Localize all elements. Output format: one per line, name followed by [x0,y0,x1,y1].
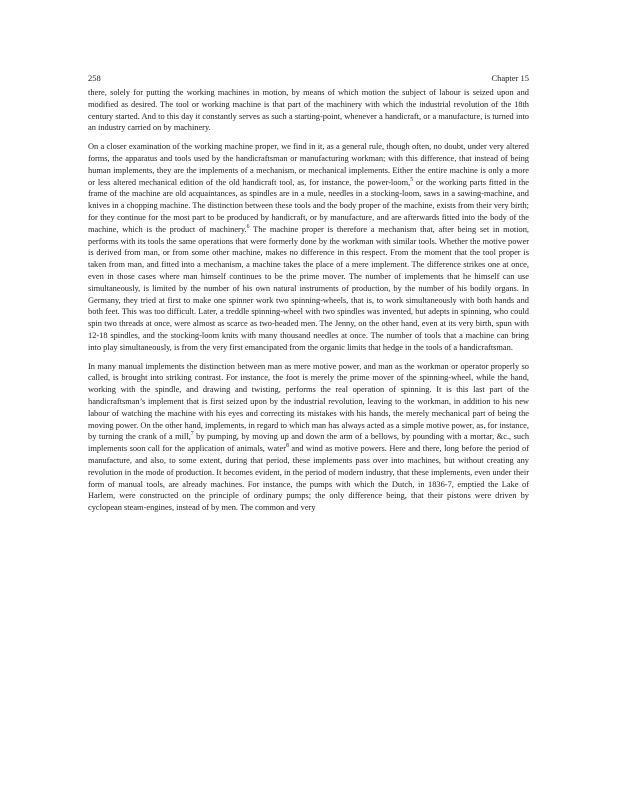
paragraph-text: In many manual implements the distinction between man as mere motive power, and man as the workman or operator properly so called, is brought into striking contrast. For instance, the foot is merely the prime mover of the spinning-wheel, while the hand, working with the spindle, and drawing and twisting, performs the real operation of spinning. It is this last part of the handicraftsman’s implement that is first seized upon by the industrial revolution, leaving to the workman, in addition to his new labour of watching the machine with his eyes and correcting its mistakes with his hands, the merely mechanical part of being the moving power. On the other hand, implements, in regard to which man has always acted as a simple motive power, as, for instance, by turning the crank of a mill, [88,361,529,442]
footnote-ref-8[interactable]: 8 [286,443,289,450]
footnote-ref-5[interactable]: 5 [410,176,414,183]
footnote-ref-7[interactable]: 7 [190,431,194,438]
paragraph-text: The machine proper is therefore a mechanism that, after being set in motion, performs with its tools the same operations that were formerly done by the workman with similar tools. Whether the motive power is derived from man, or from some other machine, makes no difference in this respect. From the moment that the tool proper is taken from man, and fitted into a mechanism, a machine takes the place of a mere implement. The difference strikes one at once, even in those cases where man himself continues to be the prime mover. The number of implements that he himself can use simultaneously, is limited by the number of his own natural instruments of production, by the number of his bodily organs. In Germany, they tried at first to make one spinner work two spinning-wheels, that is, to work simultaneously with both hands and both feet. This was too difficult. Later, a treddle spinning-wheel with two spindles was invented, but adepts in spinning, who could spin two threads at once, were almost as scarce as two-headed men. The Jenny, on the other hand, even at its very birth, spun with 12-18 spindles, and the stocking-loom knits with many thousand needles at once. The number of tools that a machine can bring into play simultaneously, is from the very first emancipated from the organic limits that hedge in the tools of a handicraftsman. [88,224,530,352]
paragraph-2 [88,141,529,353]
paragraph-text: On a closer examination of the working machine proper, we find in it, as a general rule, though often, no doubt, under very altered forms, the apparatus and tools used by the handicraftsman or manufacturing workman; with this difference, that instead of being human implements, they are the implements of a mechanism, or mechanical implements. Either the entire machine is only a more or less altered mechanical edition of the old handicraft tool, as, for instance, the power-loom, [88,142,529,187]
body-text [88,87,529,521]
paragraph-text: or the working parts fitted in the frame of the machine are old acquaintances, as spindles are in a mule, needles in a stocking-loom, saws in a sawing-machine, and knives in a chopping machine. The distinction between these tools and the body proper of the machine, exists from their very birth; for they continue for the most part to be produced by handicraft, or by manufacture, and are afterwards fitted into the body of the machine, which is the product of machinery. [88,177,529,234]
footnote-ref-6[interactable]: 6 [246,223,250,230]
chapter-label: Chapter 15 [491,73,529,83]
paragraph-text: by pumping, by moving up and down the arm of a bellows, by pounding with a mortar, &c., such implements soon call for the application of animals, water [88,432,530,454]
paragraph-text: and wind as motive powers. Here and there, long before the period of manufacture, and also, to some extent, during that period, these implements pass over into machines, but without creating any revolution in the mode of production. It becomes evident, in the period of modern industry, that these implements, even under their form of manual tools, are already machines. For instance, the pumps with which the Dutch, in 1836-7, emptied the Lake of Harlem, were constructed on the principle of ordinary pumps; the only difference being, that their pistons were driven by cyclopean steam-engines, instead of by men. The common and very [88,444,530,513]
paragraph-text: there, solely for putting the working machines in motion, by means of which motion the subject of labour is seized upon and modified as desired. The tool or working machine is that part of the machinery with which the industrial revolution of the 18th century started. And to this day it constantly serves as such a starting-point, whenever a handicraft, or a manufacture, is turned into an industry carried on by machinery. [88,88,529,133]
page-number: 258 [88,73,101,83]
paragraph-1 [88,87,529,134]
paragraph-3 [88,361,529,514]
